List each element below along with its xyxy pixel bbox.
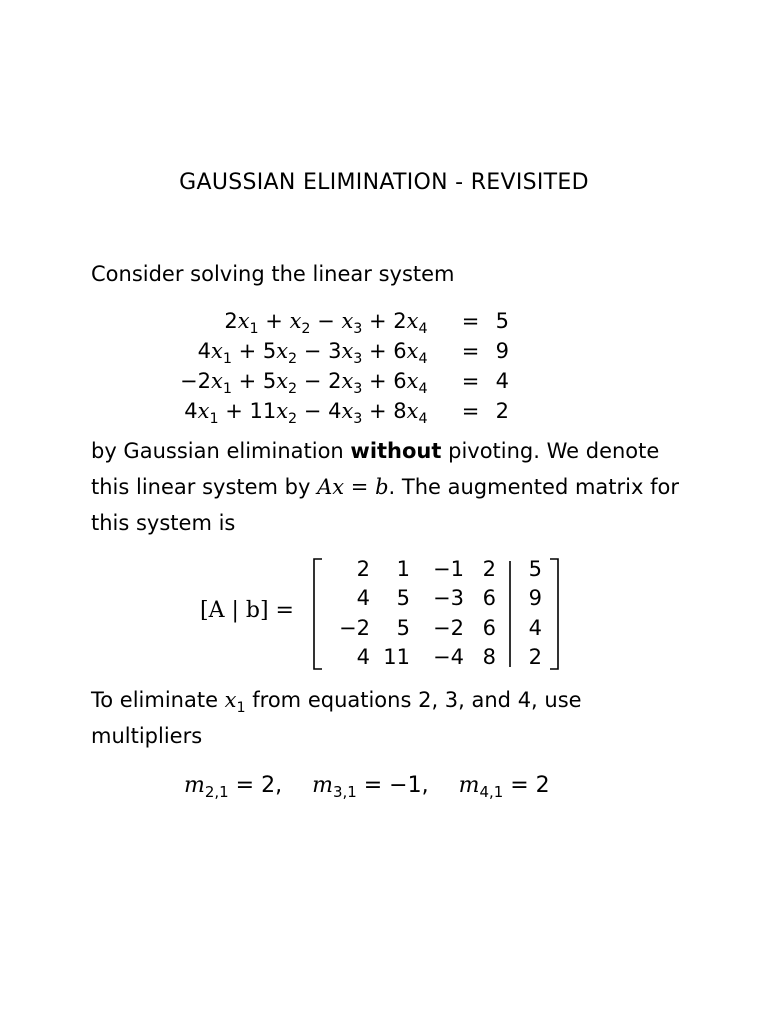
- matrix-cell: −4: [433, 645, 464, 669]
- matrix-cell: 2: [482, 557, 496, 581]
- multiplier: $m_{4,1} = 2$: [458, 773, 550, 802]
- equation-row: [180, 396, 509, 426]
- rhs-vector-cell: 9: [528, 586, 542, 610]
- emphasis-without: without: [350, 439, 442, 463]
- matrix-cell: 4: [356, 645, 370, 669]
- augmented-matrix-label: [A | b] =: [200, 598, 294, 623]
- matrix-cell: 5: [396, 586, 410, 610]
- equation-lhs: $4x_1 + 11x_2 - 4x_3 + 8x_4$: [184, 399, 428, 427]
- equation-system: [180, 306, 509, 426]
- rhs-vector-cell: 5: [528, 557, 542, 581]
- intro-text: Consider solving the linear system: [91, 262, 455, 286]
- equation-row: [180, 366, 509, 396]
- eliminate-part-2: from equations 2, 3, and 4, use multipliers: [91, 688, 582, 748]
- augmented-matrix: [312, 557, 560, 671]
- eliminate-variable: x: [224, 688, 237, 712]
- equation-rhs: 9: [495, 339, 509, 363]
- equals-sign: =: [461, 399, 480, 423]
- multiplier: $m_{2,1} = 2$,: [184, 773, 283, 802]
- matrix-cell: 8: [482, 645, 496, 669]
- right-bracket: [550, 559, 558, 669]
- matrix-cell: 11: [383, 645, 410, 669]
- equals-sign: =: [461, 309, 480, 333]
- matrix-cell: 1: [396, 557, 410, 581]
- rhs-vector-cell: 4: [528, 616, 542, 640]
- matrix-cell: −3: [433, 586, 464, 610]
- description-part-2: pivoting. We denote this linear system by: [91, 439, 660, 499]
- matrix-cell: 2: [356, 557, 370, 581]
- equation-row: [180, 306, 509, 336]
- equation-lhs: $2x_1 + x_2 - x_3 + 2x_4$: [224, 309, 428, 337]
- equals-sign: =: [461, 339, 480, 363]
- description-part-3: . The augmented matrix for this system is: [91, 475, 679, 535]
- equation-row: [180, 336, 509, 366]
- equation-lhs: $4x_1 + 5x_2 - 3x_3 + 6x_4$: [197, 339, 428, 367]
- equals-sign: =: [461, 369, 480, 393]
- matrix-cell: −2: [433, 616, 464, 640]
- multipliers-line: [184, 773, 550, 802]
- system-notation: Ax = b: [317, 475, 389, 499]
- matrix-cell: 6: [482, 586, 496, 610]
- description-part-1: by Gaussian elimination: [91, 439, 351, 463]
- description-paragraph: [91, 433, 691, 541]
- eliminate-paragraph: [91, 682, 691, 754]
- matrix-cell: 4: [356, 586, 370, 610]
- matrix-cell: 6: [482, 616, 496, 640]
- page-title: GAUSSIAN ELIMINATION - REVISITED: [179, 170, 589, 195]
- multiplier: $m_{3,1} = -1$,: [312, 773, 429, 802]
- matrix-cell: −2: [339, 616, 370, 640]
- matrix-cell: 5: [396, 616, 410, 640]
- equation-rhs: 4: [495, 369, 509, 393]
- left-bracket: [314, 559, 322, 669]
- matrix-cell: −1: [433, 557, 464, 581]
- eliminate-variable-sub: 1: [236, 699, 246, 716]
- eliminate-part-1: To eliminate: [91, 688, 225, 712]
- equation-rhs: 5: [495, 309, 509, 333]
- rhs-vector-cell: 2: [528, 645, 542, 669]
- equation-lhs: $-2x_1 + 5x_2 - 2x_3 + 6x_4$: [180, 369, 428, 397]
- equation-rhs: 2: [495, 399, 509, 423]
